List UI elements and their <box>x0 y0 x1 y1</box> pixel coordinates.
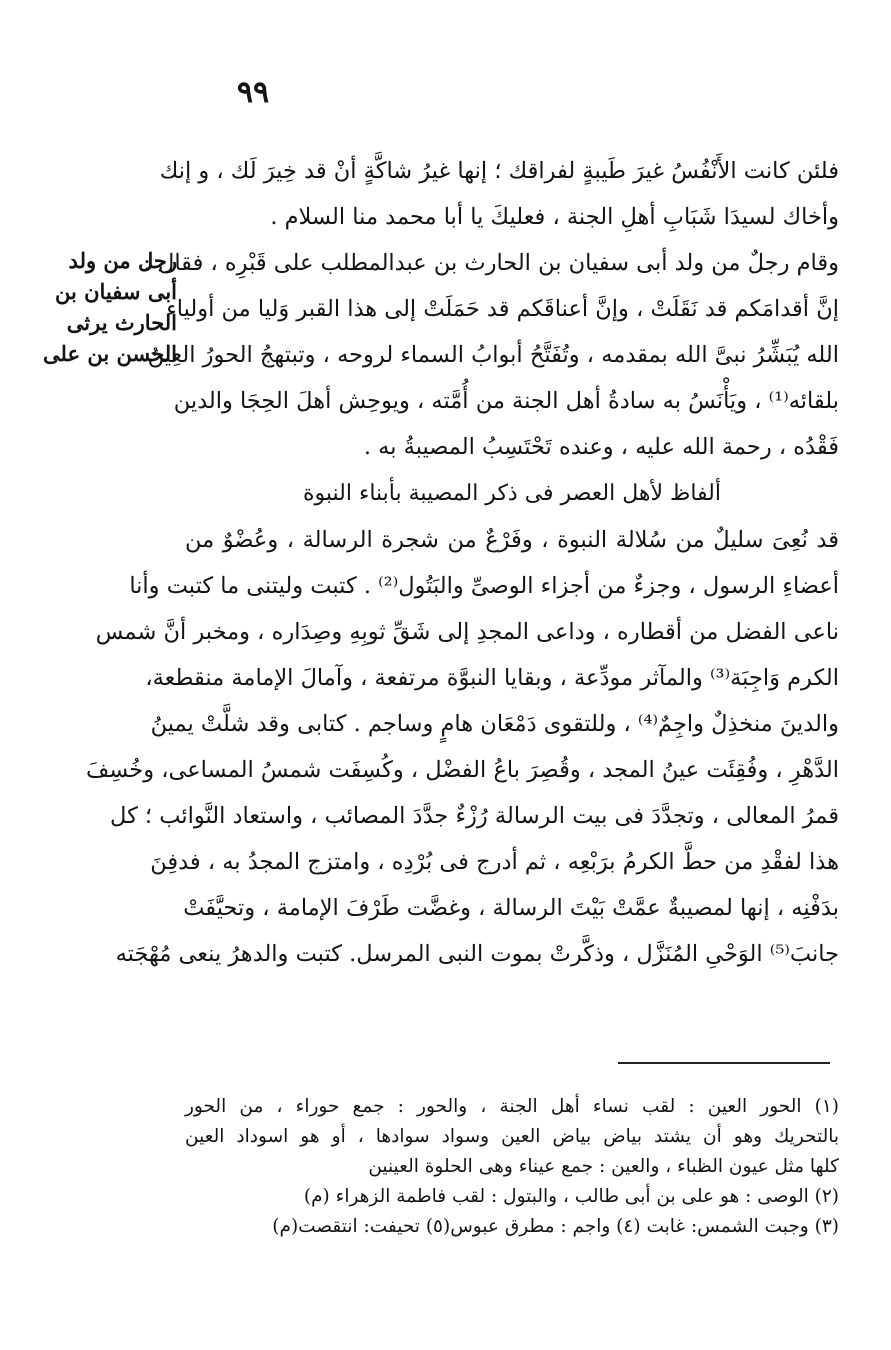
footnote-line: (١) الحور العين : لقب نساء أهل الجنة ، والحور : جمع حوراء ، من الحور <box>185 1096 839 1117</box>
text-line: بلقائه⁽¹⁾ ، ويَأْنَسُ به سادةُ أهل الجنة من أُمَّته ، ويوحِش أهلَ الحِجَا والدين <box>173 388 839 414</box>
text-line: قمرُ المعالى ، وتجدَّدَ فى بيت الرسالة رُزْءٌ جدَّدَ المصائب ، واستعاد النَّوائب ؛ كل <box>110 803 839 829</box>
margin-note-line: الحسن بن على <box>43 341 177 366</box>
footnote-line: كلها مثل عيون الظباء ، والعين : جمع عيناء وهى الحلوة العينين <box>368 1156 839 1177</box>
margin-note-line: أبى سفيان بن <box>54 279 177 304</box>
text-line: إنَّ أقدامَكم قد نَقَلَتْ ، وإنَّ أعناقَكم قد حَمَلَتْ إلى هذا القبر وَليا من أولياء <box>166 296 839 322</box>
footnotes <box>185 1092 839 1242</box>
margin-note-line: الحارث يرثى <box>66 310 177 335</box>
text-line: أعضاءِ الرسول ، وجزءٌ من أجزاء الوصىِّ والبَتُول⁽²⁾ . كتبت وليتنى ما كتبت وأنا <box>129 573 839 599</box>
footnote-line: (٢) الوصى : هو على بن أبى طالب ، والبتول : لقب فاطمة الزهراء (م) <box>303 1186 839 1207</box>
text-line: الله يُبَشِّرُ نبىَّ الله بمقدمه ، وتُفَتَّحُ أبوابُ السماء لروحه ، وتبتهجُ الحورُ العِينُ <box>147 342 839 368</box>
text-line: بدَفْنِه ، إنها لمصيبةٌ عمَّتْ بَيْتَ الرسالة ، وغضَّت طَرْفَ الإمامة ، وتحيَّفَتْ <box>183 895 839 921</box>
text-line: هذا لفقْدِ من حطَّ الكرمُ برَبْعِه ، ثم أدرج فى بُرْدِه ، وامتزج المجدُ به ، فدفِنَ <box>150 849 839 875</box>
text-line: الكرم وَاجِبَة⁽³⁾ والمآثر مودِّعة ، وبقايا النبوَّة مرتفعة ، وآمالَ الإمامة منقطعة، <box>145 665 839 691</box>
footnote-divider <box>618 1062 830 1064</box>
text-line: ناعى الفضل من أقطاره ، وداعى المجدِ إلى شَقِّ ثوبِهِ وصِدَاره ، ومخبر أنَّ شمس <box>95 619 839 645</box>
footnote-line: (٣) وجبت الشمس: غابت (٤) واجم : مطرق عبوس(٥) تحيفت: انتقصت(م) <box>272 1216 839 1237</box>
text-line: والدينَ منخذِلٌ واجِمٌ⁽⁴⁾ ، وللتقوى دَمْعَان هامٍ وساجم . كتابى وقد شلَّتْ يمينُ <box>150 711 839 737</box>
text-line: فلئن كانت الأَنْفُسُ غيرَ طَيبةٍ لفراقك ؛ إنها غيرُ شاكَّةٍ أنْ قد خِيرَ لَك ، و إنك <box>159 158 839 184</box>
text-line: جانبَ⁽⁵⁾ الوَحْىِ المُنَزَّل ، وذكَّرتْ بموت النبى المرسل. كتبت والدهرُ ينعى مُهْجَته <box>115 941 839 967</box>
text-line: فَقْدُه ، رحمة الله عليه ، وعنده تَحْتَسِبُ المصيبةُ به . <box>363 434 839 460</box>
footnote-line: بالتحريك وهو أن يشتد بياض بياض العين وسواد سوادها ، أو هو اسوداد العين <box>185 1126 839 1147</box>
text-line: وأخاك لسيدَا شَبَابِ أهلِ الجنة ، فعليكَ يا أبا محمد منا السلام . <box>270 204 839 230</box>
margin-note-line: رجل من ولد <box>68 248 177 273</box>
text-line: الدَّهْرِ ، وفُقِئَت عينُ المجد ، وقُصِرَ باعُ الفضْل ، وكُسِفَت شمسُ المساعى، وخُسِفَ <box>85 757 839 783</box>
section-heading: ألفاظ لأهل العصر فى ذكر المصيبة بأبناء النبوة <box>303 481 721 506</box>
text-line: وقام رجلٌ من ولد أبى سفيان بن الحارث بن عبدالمطلب على قَبْرِه ، فقال : <box>143 250 839 276</box>
text-line: قد نُعِىَ سليلٌ من سُلالة النبوة ، وفَرْعٌ من شجرة الرسالة ، وعُضْوٌ من <box>185 527 839 553</box>
page-number: ٩٩ <box>236 75 270 110</box>
